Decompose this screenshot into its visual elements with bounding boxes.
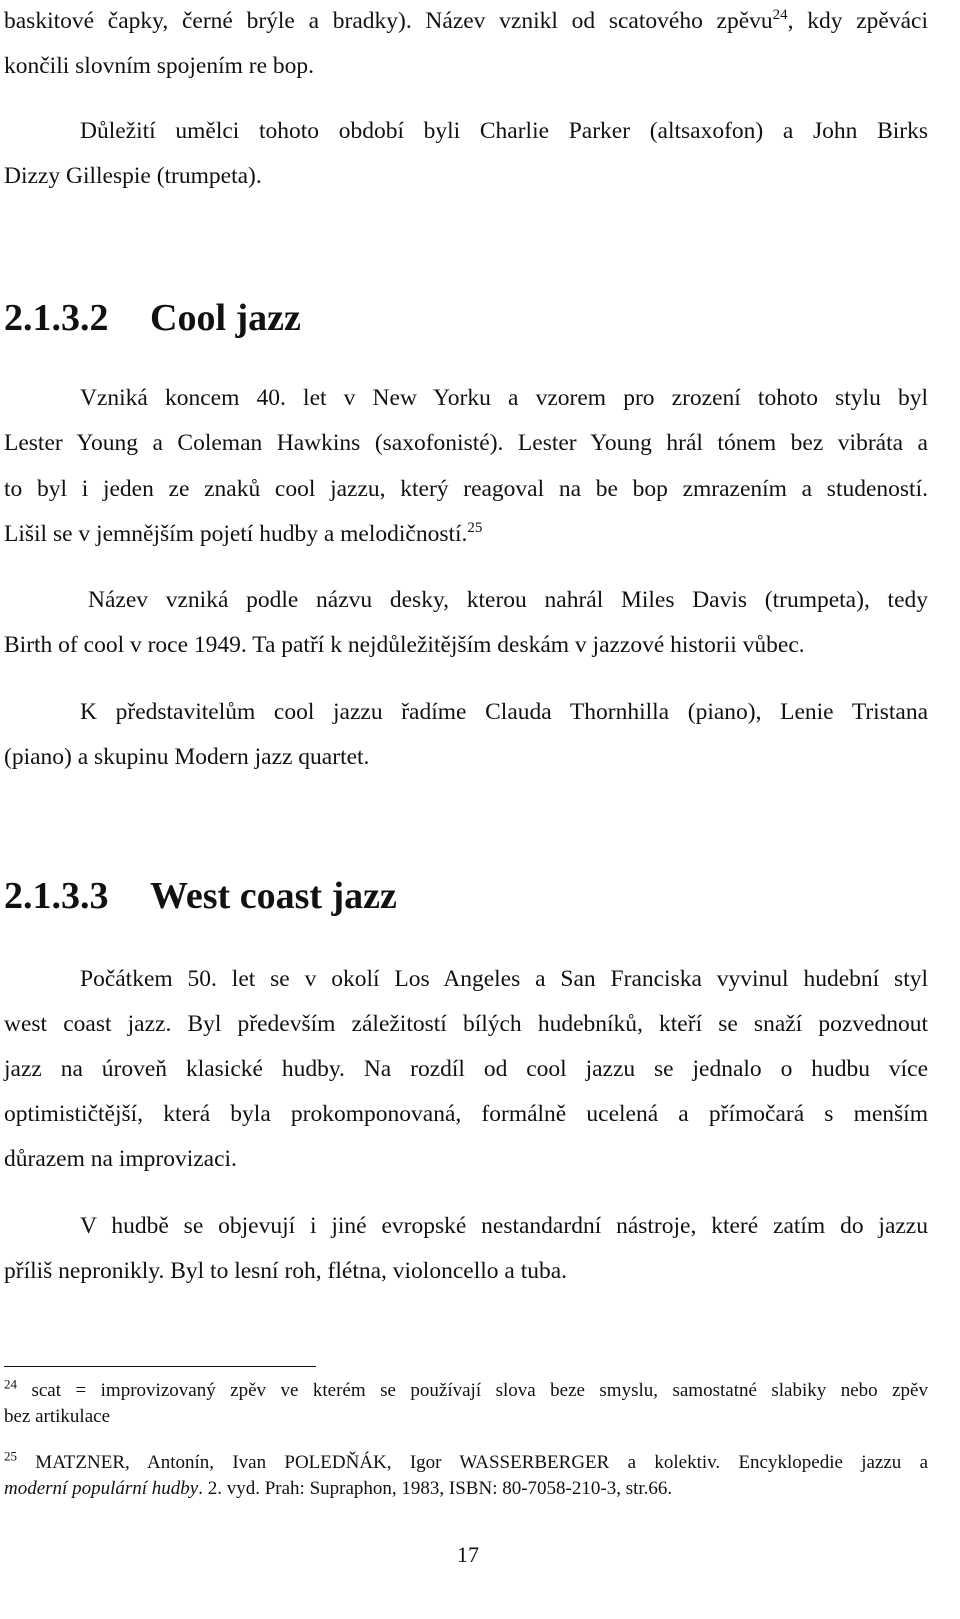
section-number: 2.1.3.3: [4, 875, 109, 917]
body-line: optimističtější, která byla prokomponovaná, formálně ucelená a přímočará s menším: [4, 1101, 928, 1127]
body-line: Počátkem 50. let se v okolí Los Angeles a San Franciska vyvinul hudební styl: [80, 966, 928, 992]
body-line: Vzniká koncem 40. let v New Yorku a vzorem pro zrození tohoto stylu byl: [80, 385, 928, 411]
footnote-mark: 24: [4, 1376, 17, 1392]
footnote-mark: 25: [4, 1448, 17, 1464]
body-line: Birth of cool v roce 1949. Ta patří k nejdůležitějším deskám v jazzové historii vůbec.: [4, 632, 805, 658]
body-line: Lester Young a Coleman Hawkins (saxofonisté). Lester Young hrál tónem bez vibráta a: [4, 430, 928, 456]
body-line: Důležití umělci tohoto období byli Charlie Parker (altsaxofon) a John Birks: [80, 118, 928, 144]
section-heading-cool-jazz: [4, 296, 301, 340]
section-title: West coast jazz: [150, 875, 397, 917]
body-line: baskitové čapky, černé brýle a bradky). Název vznikl od scatového zpěvu$^{24}$, kdy zpěváci: [4, 7, 928, 34]
footnote-24: $^{24}$ scat = improvizovaný zpěv ve kterém se používají slova beze smyslu, samostatné slabiky nebo zpěv: [4, 1376, 928, 1401]
body-line: V hudbě se objevují i jiné evropské nestandardní nástroje, které zatím do jazzu: [80, 1213, 928, 1239]
footnote-25-cont: moderní populární hudby. 2. vyd. Prah: Supraphon, 1983, ISBN: 80-7058-210-3, str.66.: [4, 1478, 673, 1499]
body-line: (piano) a skupinu Modern jazz quartet.: [4, 744, 370, 770]
body-line: west coast jazz. Byl především záležitostí bílých hudebníků, kteří se snaží pozvednout: [4, 1011, 928, 1037]
section-title: Cool jazz: [150, 297, 301, 339]
footnote-separator: [4, 1366, 316, 1367]
body-line: K představitelům cool jazzu řadíme Clauda Thornhilla (piano), Lenie Tristana: [80, 699, 928, 725]
body-line: Lišil se v jemnějším pojetí hudby a melodičností.$^{25}$: [4, 520, 483, 547]
body-line: jazz na úroveň klasické hudby. Na rozdíl od cool jazzu se jednalo o hudbu více: [4, 1056, 928, 1082]
section-heading-west-coast-jazz: [4, 874, 397, 918]
body-line: důrazem na improvizaci.: [4, 1146, 237, 1172]
footnote-ref[interactable]: 24: [772, 7, 788, 24]
page-number: 17: [457, 1542, 479, 1567]
body-line: příliš nepronikly. Byl to lesní roh, flétna, violoncello a tuba.: [4, 1258, 568, 1284]
footnote-25: $^{25}$ MATZNER, Antonín, Ivan POLEDŇÁK, Igor WASSERBERGER a kolektiv. Encyklopedie jazzu a: [4, 1448, 929, 1473]
body-line: Název vzniká podle názvu desky, kterou nahrál Miles Davis (trumpeta), tedy: [88, 587, 928, 613]
body-line: končili slovním spojením re bop.: [4, 53, 315, 79]
body-line: Dizzy Gillespie (trumpeta).: [4, 163, 262, 189]
footnote-ref[interactable]: 25: [467, 520, 483, 537]
body-line: to byl i jeden ze znaků cool jazzu, který reagoval na be bop zmrazením a studeností.: [4, 476, 928, 502]
footnote-24-cont: bez artikulace: [4, 1406, 111, 1427]
section-number: 2.1.3.2: [4, 297, 109, 339]
